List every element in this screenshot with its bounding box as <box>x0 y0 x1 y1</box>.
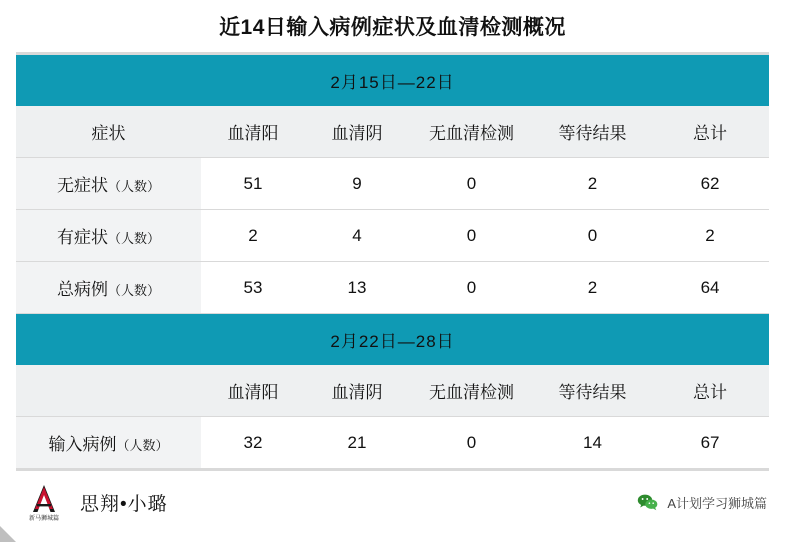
cell-value: 21 <box>305 417 409 469</box>
page-corner-fold <box>0 526 16 542</box>
cell-value: 0 <box>409 158 534 210</box>
col-header-serology-negative: 血清阴 <box>305 365 409 417</box>
col-header-no-serology-test: 无血清检测 <box>409 106 534 158</box>
table-row <box>16 262 769 314</box>
page-title: 近14日输入病例症状及血清检测概况 <box>219 16 566 39</box>
cell-value: 0 <box>534 210 651 262</box>
svg-text:新马狮城篇: 新马狮城篇 <box>28 516 60 522</box>
brand-logo-icon <box>22 482 66 522</box>
section-header-row <box>16 55 769 106</box>
cell-value: 4 <box>305 210 409 262</box>
table-row <box>16 158 769 210</box>
covid-summary-table <box>16 55 769 468</box>
row-label-imported-cases <box>16 417 201 469</box>
column-header-row-2 <box>16 365 769 417</box>
section-1-title: 2月15日—22日 <box>16 55 769 106</box>
row-label-sub: （人数） <box>107 179 160 194</box>
col-header-no-serology-test: 无血清检测 <box>409 365 534 417</box>
cell-value: 64 <box>651 262 769 314</box>
row-label-main: 有症状 <box>56 228 108 247</box>
cell-value: 53 <box>201 262 305 314</box>
cell-value: 0 <box>409 417 534 469</box>
page-title-bar <box>0 0 785 52</box>
cell-value: 13 <box>305 262 409 314</box>
col-header-total: 总计 <box>651 365 769 417</box>
col-header-blank <box>16 365 201 417</box>
col-header-serology-positive: 血清阳 <box>201 106 305 158</box>
cell-value: 67 <box>651 417 769 469</box>
row-label-main: 无症状 <box>56 176 108 195</box>
wechat-icon <box>637 494 658 511</box>
row-label-asymptomatic <box>16 158 201 210</box>
cell-value: 2 <box>201 210 305 262</box>
row-label-sub: （人数） <box>107 231 160 246</box>
col-header-serology-positive: 血清阳 <box>201 365 305 417</box>
section-2-title: 2月22日—28日 <box>16 314 769 366</box>
footer-right-group[interactable] <box>637 493 767 512</box>
row-label-sub: （人数） <box>116 438 169 453</box>
table-row <box>16 417 769 469</box>
cell-value: 51 <box>201 158 305 210</box>
cell-value: 2 <box>651 210 769 262</box>
cell-value: 9 <box>305 158 409 210</box>
column-header-row-1 <box>16 106 769 158</box>
row-label-symptomatic <box>16 210 201 262</box>
section-header-row <box>16 314 769 366</box>
table-row <box>16 210 769 262</box>
col-header-pending-result: 等待结果 <box>534 365 651 417</box>
footer-bar <box>0 471 785 533</box>
col-header-symptom: 症状 <box>16 106 201 158</box>
cell-value: 14 <box>534 417 651 469</box>
row-label-main: 总病例 <box>56 280 108 299</box>
col-header-serology-negative: 血清阴 <box>305 106 409 158</box>
wechat-account-name: A计划学习狮城篇 <box>667 495 767 511</box>
cell-value: 62 <box>651 158 769 210</box>
cell-value: 2 <box>534 158 651 210</box>
cell-value: 2 <box>534 262 651 314</box>
col-header-total: 总计 <box>651 106 769 158</box>
row-label-sub: （人数） <box>107 283 160 298</box>
cell-value: 0 <box>409 262 534 314</box>
col-header-pending-result: 等待结果 <box>534 106 651 158</box>
footer-author: 思翔•小璐 <box>80 493 168 515</box>
cell-value: 0 <box>409 210 534 262</box>
data-table-container <box>16 52 769 471</box>
row-label-main: 输入病例 <box>48 435 117 454</box>
row-label-total-cases <box>16 262 201 314</box>
footer-left-group <box>22 482 168 522</box>
cell-value: 32 <box>201 417 305 469</box>
